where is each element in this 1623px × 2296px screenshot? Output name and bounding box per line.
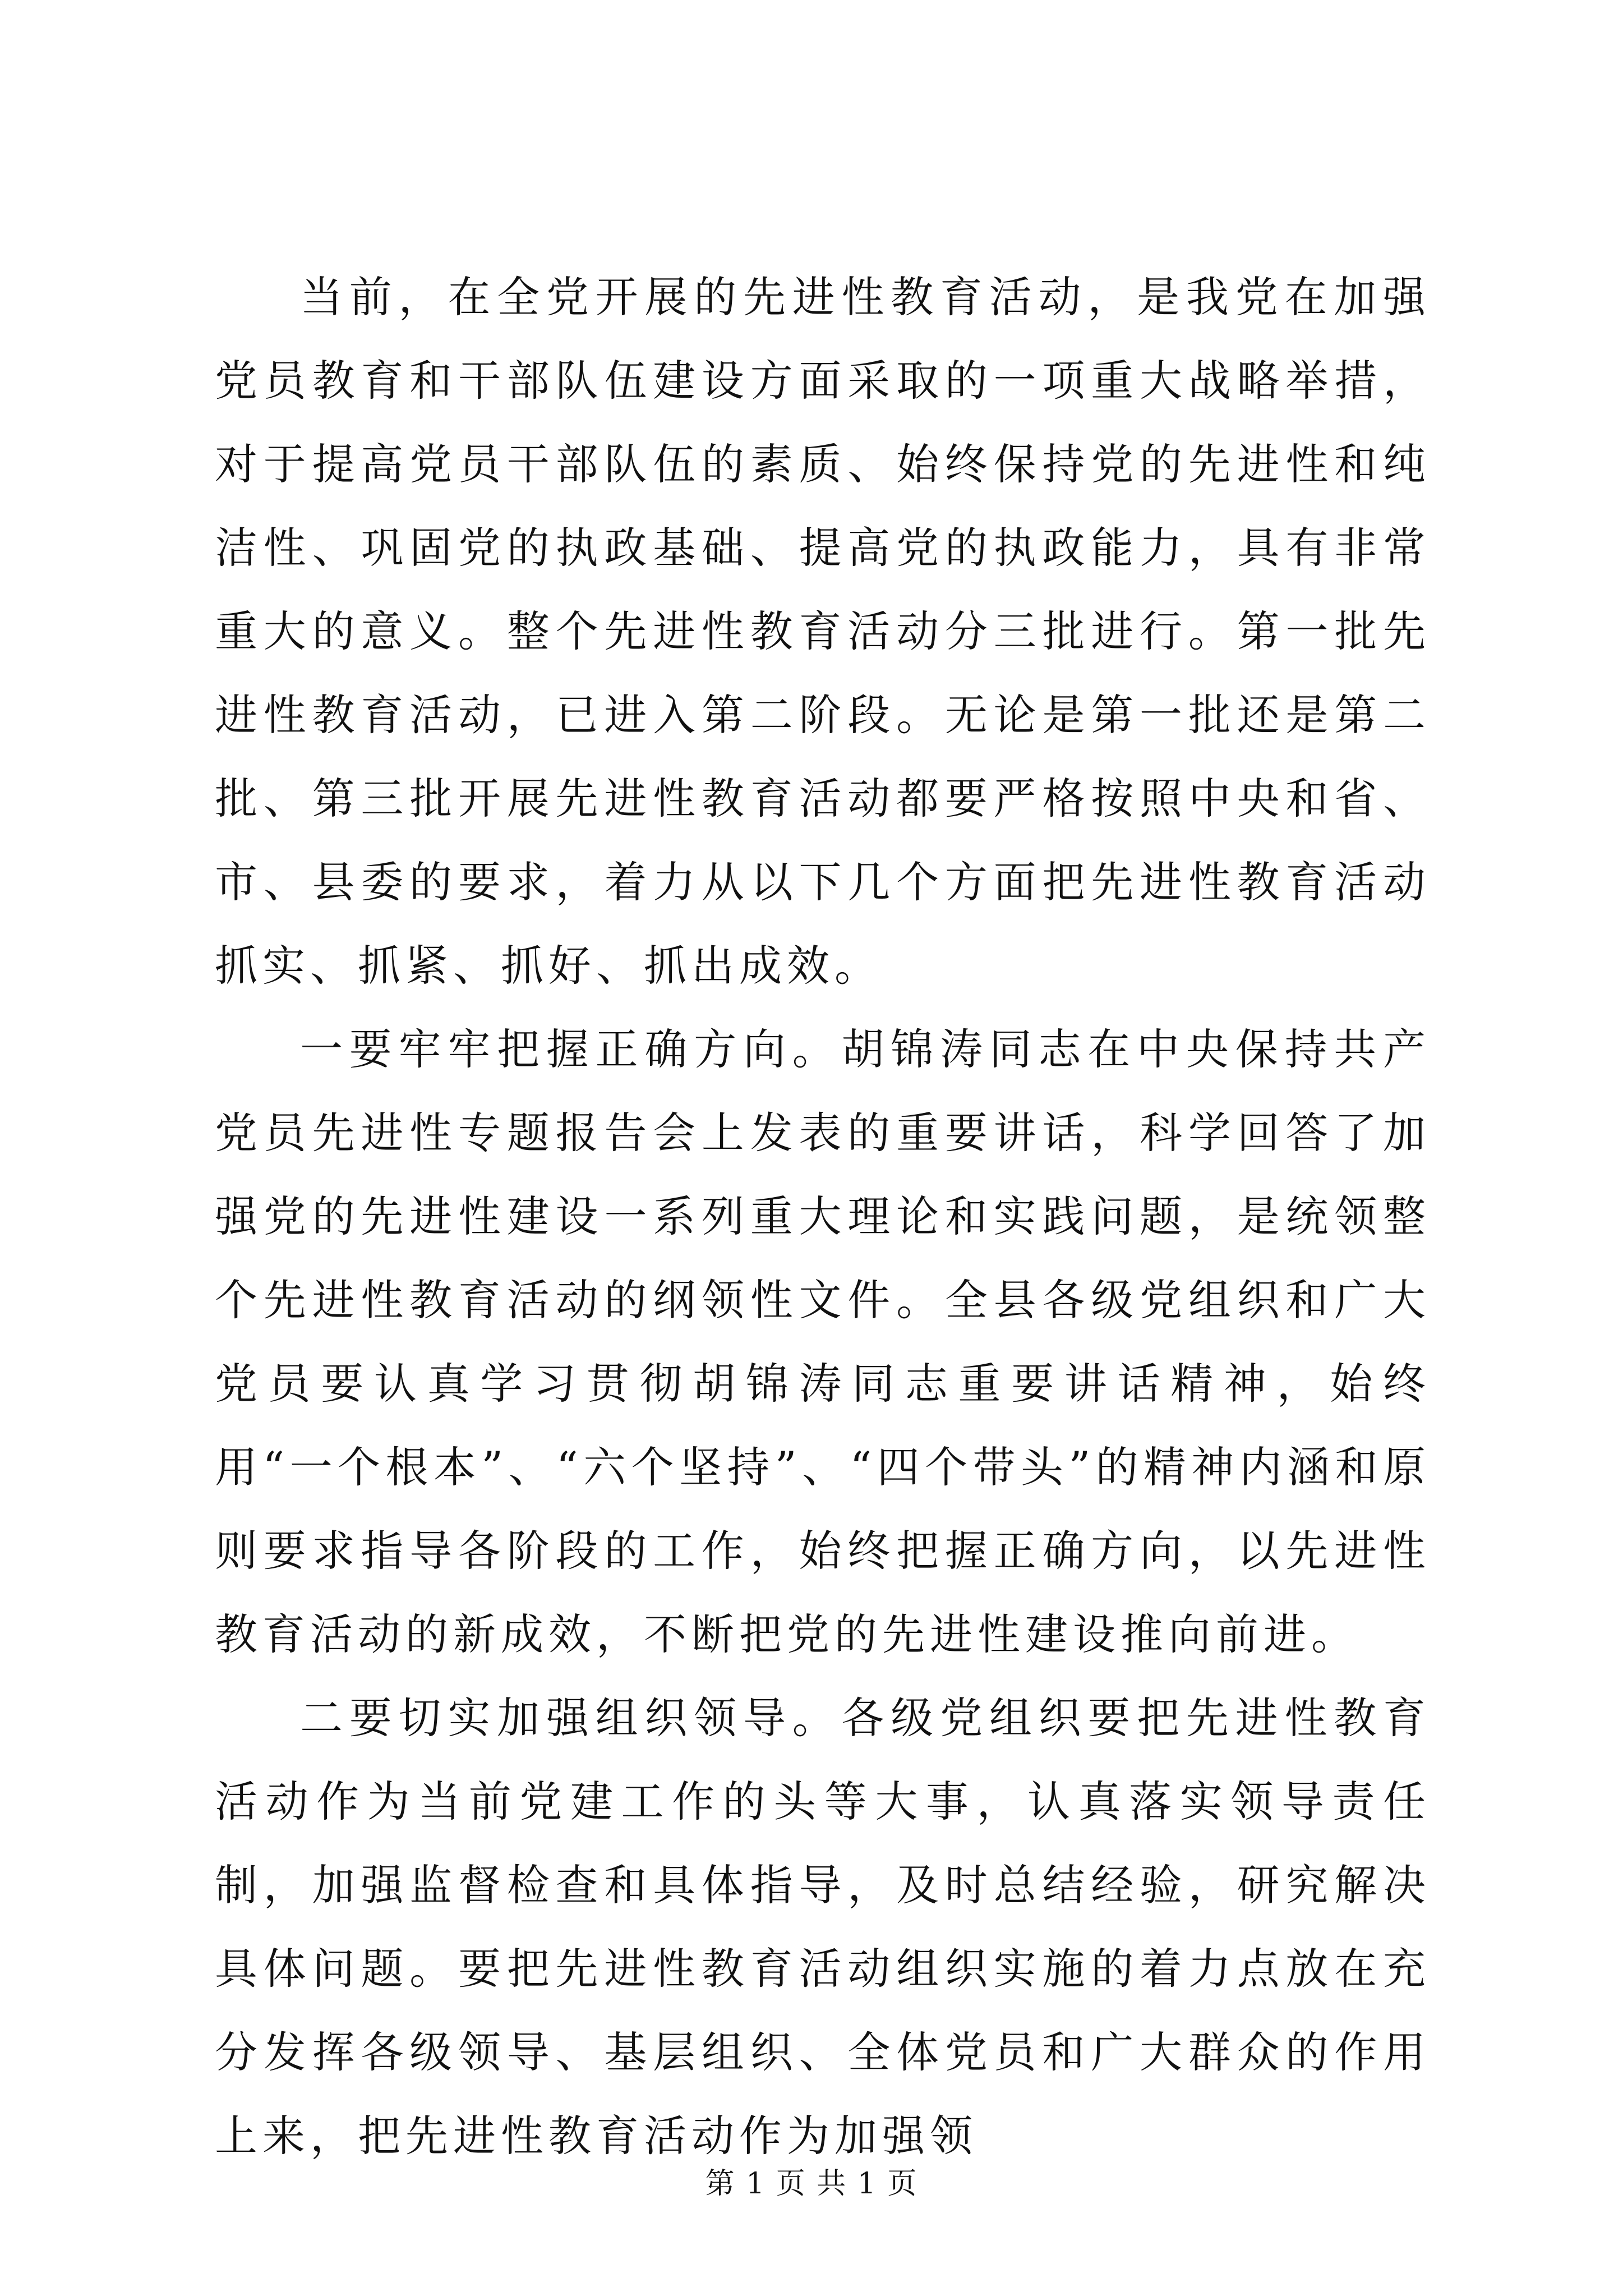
document-body <box>215 255 1431 2178</box>
page-footer: 第 1 页 共 1 页 <box>705 2167 918 2201</box>
paragraph-direction: 一要牢牢把握正确方向。胡锦涛同志在中央保持共产党员先进性专题报告会上发表的重要讲话，科学回答了加强党的先进性建设一系列重大理论和实践问题，是统领整个先进性教育活动的纲领性文件。全县各级党组织和广大党员要认真学习贯彻胡锦涛同志重要讲话精神，始终用“一个根本”、“六个坚持”、“四个带头”的精神内涵和原则要求指导各阶段的工作，始终把握正确方向，以先进性教育活动的新成效，不断把党的先进性建设推向前进。 <box>215 1024 1431 1659</box>
paragraph-leadership: 二要切实加强组织领导。各级党组织要把先进性教育活动作为当前党建工作的头等大事，认真落实领导责任制，加强监督检查和具体指导，及时总结经验，研究解决具体问题。要把先进性教育活动组织实施的着力点放在充分发挥各级领导、基层组织、全体党员和广大群众的作用上来，把先进性教育活动作为加强领 <box>215 1693 1431 2161</box>
paragraph-intro: 当前，在全党开展的先进性教育活动，是我党在加强党员教育和干部队伍建设方面采取的一项重大战略举措，对于提高党员干部队伍的素质、始终保持党的先进性和纯洁性、巩固党的执政基础、提高党的执政能力，具有非常重大的意义。整个先进性教育活动分三批进行。第一批先进性教育活动，已进入第二阶段。无论是第一批还是第二批、第三批开展先进性教育活动都要严格按照中央和省、市、县委的要求，着力从以下几个方面把先进性教育活动抓实、抓紧、抓好、抓出成效。 <box>215 272 1431 991</box>
